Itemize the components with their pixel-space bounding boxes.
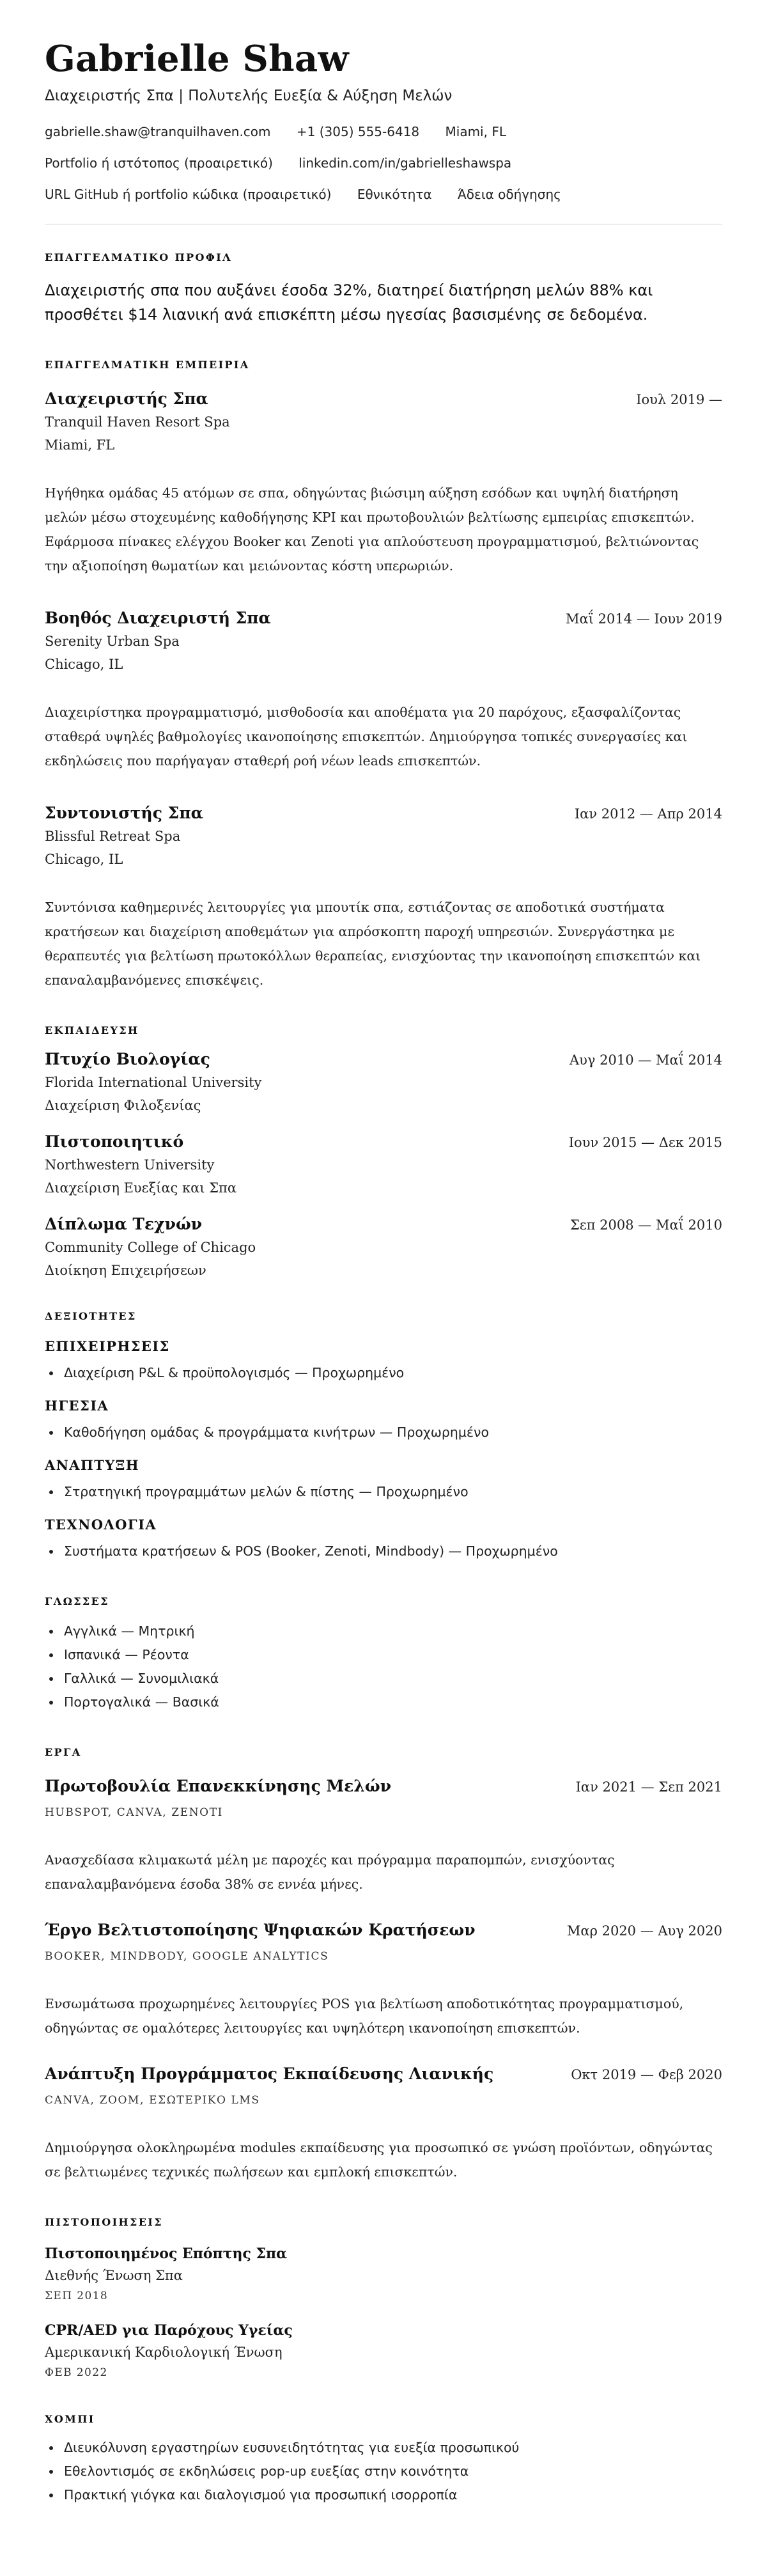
skills-section-title: ΔΕΞΙΟΤΗΤΕΣ bbox=[45, 1310, 137, 1322]
job-location: Chicago, IL bbox=[45, 852, 123, 867]
job-description: Διαχειρίστηκα προγραμματισμό, μισθοδοσία και αποθέματα για 20 παρόχους, εξασφαλίζοντας σταθερά υψηλές βαθμολογίες ικανοποίησης επισκεπτών. Δημιούργησα τοπικές συνεργασίες και εκδηλώσεις που παρήγαγαν σταθερή ροή νέων leads επισκεπτών. bbox=[45, 705, 688, 769]
degree-title: Πιστοποιητικό bbox=[45, 1132, 184, 1151]
project-name: Έργο Βελτιστοποίησης Ψηφιακών Κρατήσεων bbox=[45, 1921, 476, 1939]
hobby-item: • Εθελοντισμός σε εκδηλώσεις pop-up ευεξίας στην κοινότητα bbox=[61, 2460, 722, 2483]
job-company: Tranquil Haven Resort Spa bbox=[45, 414, 230, 430]
language-item: • Αγγλικά — Μητρική bbox=[61, 1620, 722, 1643]
profile-section-title: ΕΠΑΓΓΕΛΜΑΤΙΚΟ ΠΡΟΦΙΛ bbox=[45, 251, 232, 263]
project-entry bbox=[45, 2063, 722, 2184]
email-link[interactable]: gabrielle.shaw@tranquilhaven.com bbox=[45, 124, 271, 139]
job-location: Chicago, IL bbox=[45, 657, 123, 672]
linkedin-link[interactable]: linkedin.com/in/gabrielleshawspa bbox=[298, 155, 512, 171]
certification-entry bbox=[45, 2243, 722, 2306]
job-dates: Ιαν 2012 — Απρ 2014 bbox=[574, 806, 722, 822]
hobbies-section-title: ΧΟΜΠΙ bbox=[45, 2413, 95, 2425]
project-entry bbox=[45, 1776, 722, 1896]
github-link[interactable]: URL GitHub ή portfolio κώδικα (προαιρετικό) bbox=[45, 187, 332, 202]
projects-section-title: ΕΡΓΑ bbox=[45, 1746, 82, 1758]
certification-name: CPR/AED για Παρόχους Υγείας bbox=[45, 2322, 293, 2339]
location-text: Miami, FL bbox=[445, 124, 506, 139]
job-company: Serenity Urban Spa bbox=[45, 634, 180, 649]
experience-entry bbox=[45, 802, 722, 992]
contact-row-extra bbox=[45, 185, 722, 203]
languages-section-title: ΓΛΩΣΣΕΣ bbox=[45, 1595, 109, 1607]
skill-category: ΗΓΕΣΙΑ bbox=[45, 1398, 109, 1414]
experience-entry bbox=[45, 388, 722, 578]
language-item: • Γαλλικά — Συνομιλιακά bbox=[61, 1667, 722, 1690]
certification-date: ΦΕΒ 2022 bbox=[45, 2366, 108, 2379]
project-description: Ενσωμάτωσα προχωρημένες λειτουργίες POS για βελτίωση αποδοτικότητας προγραμματισμού, οδηγώντας σε ομαλότερες λειτουργίες και υψηλότερη ικανοποίηση επισκεπτών. bbox=[45, 1996, 684, 2036]
experience-entry bbox=[45, 607, 722, 773]
skill-item: • Καθοδήγηση ομάδας & προγράμματα κινήτρων — Προχωρημένο bbox=[61, 1421, 722, 1444]
language-item: • Ισπανικά — Ρέοντα bbox=[61, 1643, 722, 1667]
school-name: Florida International University bbox=[45, 1075, 262, 1090]
certification-entry bbox=[45, 2320, 722, 2382]
skill-group bbox=[45, 1396, 722, 1444]
nationality-text: Εθνικότητα bbox=[357, 187, 432, 202]
candidate-tagline: Διαχειριστής Σπα | Πολυτελής Ευεξία & Αύξηση Μελών bbox=[45, 88, 453, 104]
study-field: Διοίκηση Επιχειρήσεων bbox=[45, 1263, 206, 1278]
education-entry bbox=[45, 1049, 722, 1117]
certification-issuer: Διεθνής Ένωση Σπα bbox=[45, 2268, 183, 2283]
study-field: Διαχείριση Ευεξίας και Σπα bbox=[45, 1180, 237, 1196]
job-dates: Ιουλ 2019 — bbox=[636, 392, 722, 407]
job-title: Διαχειριστής Σπα bbox=[45, 389, 208, 408]
candidate-name: Gabrielle Shaw bbox=[45, 38, 349, 80]
language-item: • Πορτογαλικά — Βασικά bbox=[61, 1690, 722, 1714]
education-dates: Σεπ 2008 — Μαΐ 2010 bbox=[569, 1217, 722, 1233]
skill-group bbox=[45, 1515, 722, 1563]
study-field: Διαχείριση Φιλοξενίας bbox=[45, 1098, 201, 1113]
project-entry bbox=[45, 1919, 722, 2040]
skill-item: • Στρατηγική προγραμμάτων μελών & πίστης — Προχωρημένο bbox=[61, 1480, 722, 1504]
skill-group bbox=[45, 1337, 722, 1385]
experience-section-title: ΕΠΑΓΓΕΛΜΑΤΙΚΗ ΕΜΠΕΙΡΙΑ bbox=[45, 359, 250, 371]
job-title: Βοηθός Διαχειριστή Σπα bbox=[45, 609, 271, 627]
project-tools: HUBSPOT, CANVA, ZENOTI bbox=[45, 1806, 223, 1819]
languages-list bbox=[45, 1620, 722, 1714]
contact-row-links bbox=[45, 154, 722, 172]
degree-title: Δίπλωμα Τεχνών bbox=[45, 1215, 203, 1233]
project-name: Ανάπτυξη Προγράμματος Εκπαίδευσης Λιανικής bbox=[45, 2065, 494, 2083]
certification-date: ΣΕΠ 2018 bbox=[45, 2290, 109, 2302]
job-dates: Μαΐ 2014 — Ιουν 2019 bbox=[566, 611, 722, 627]
phone-number: +1 (305) 555-6418 bbox=[296, 124, 420, 139]
education-dates: Ιουν 2015 — Δεκ 2015 bbox=[568, 1135, 722, 1150]
certification-name: Πιστοποιημένος Επόπτης Σπα bbox=[45, 2245, 288, 2262]
portfolio-link[interactable]: Portfolio ή ιστότοπος (προαιρετικό) bbox=[45, 155, 273, 171]
job-location: Miami, FL bbox=[45, 437, 115, 453]
skill-item: • Διαχείριση P&L & προϋπολογισμός — Προχωρημένο bbox=[61, 1361, 722, 1385]
education-entry bbox=[45, 1214, 722, 1282]
skill-item: • Συστήματα κρατήσεων & POS (Booker, Zenoti, Mindbody) — Προχωρημένο bbox=[61, 1540, 722, 1563]
profile-summary: Διαχειριστής σπα που αυξάνει έσοδα 32%, διατηρεί διατήρηση μελών 88% και προσθέτει $14 λιανική ανά επισκέπτη μέσω ηγεσίας βασισμένης σε δεδομένα. bbox=[45, 281, 653, 324]
project-description: Ανασχεδίασα κλιμακωτά μέλη με παροχές και πρόγραμμα παραπομπών, ενισχύοντας επαναλαμβανόμενα έσοδα 38% σε εννέα μήνες. bbox=[45, 1852, 615, 1892]
skill-category: ΑΝΑΠΤΥΞΗ bbox=[45, 1457, 140, 1473]
education-entry bbox=[45, 1131, 722, 1199]
project-dates: Μαρ 2020 — Αυγ 2020 bbox=[566, 1923, 722, 1939]
school-name: Northwestern University bbox=[45, 1157, 215, 1173]
certifications-section-title: ΠΙΣΤΟΠΟΙΗΣΕΙΣ bbox=[45, 2216, 163, 2228]
hobbies-list bbox=[45, 2436, 722, 2507]
skill-group bbox=[45, 1456, 722, 1504]
contact-row-primary bbox=[45, 123, 722, 141]
job-description: Ηγήθηκα ομάδας 45 ατόμων σε σπα, οδηγώντας βιώσιμη αύξηση εσόδων και υψηλή διατήρηση μελών μέσω στοχευμένης καθοδήγησης KPI και πρωτοβουλιών βελτίωσης εμπειρίας επισκεπτών. Εφάρμοσα πίνακες ελέγχου Booker και Zenoti για απλούστευση προγραμματισμού, βελτιώνοντας την αξιοποίηση θωματίων και μειώνοντας κόστη υπερωριών. bbox=[45, 485, 699, 574]
license-text: Άδεια οδήγησης bbox=[457, 187, 561, 202]
job-description: Συντόνισα καθημερινές λειτουργίες για μπουτίκ σπα, εστιάζοντας σε αποδοτικά συστήματα κρατήσεων και διαχείριση αποθεμάτων για απρόσκοπτη παροχή υπηρεσιών. Συνεργάστηκα με θεραπευτές για βελτίωση πρωτοκόλλων θεραπείας, ενισχύοντας την ικανοποίηση επισκεπτών και επαναλαμβανόμενες επισκέψεις. bbox=[45, 900, 701, 988]
job-company: Blissful Retreat Spa bbox=[45, 829, 181, 844]
school-name: Community College of Chicago bbox=[45, 1240, 256, 1255]
project-tools: CANVA, ZOOM, ΕΣΩΤΕΡΙΚΟ LMS bbox=[45, 2094, 260, 2107]
job-title: Συντονιστής Σπα bbox=[45, 804, 203, 822]
education-section-title: ΕΚΠΑΙΔΕΥΣΗ bbox=[45, 1024, 139, 1036]
degree-title: Πτυχίο Βιολογίας bbox=[45, 1050, 210, 1068]
project-tools: BOOKER, MINDBODY, GOOGLE ANALYTICS bbox=[45, 1950, 329, 1963]
project-dates: Ιαν 2021 — Σεπ 2021 bbox=[575, 1779, 722, 1795]
hobby-item: • Διευκόλυνση εργαστηρίων ευσυνειδητότητας για ευεξία προσωπικού bbox=[61, 2436, 722, 2460]
certification-issuer: Αμερικανική Καρδιολογική Ένωση bbox=[45, 2345, 283, 2360]
project-name: Πρωτοβουλία Επανεκκίνησης Μελών bbox=[45, 1777, 392, 1795]
skill-category: ΕΠΙΧΕΙΡΗΣΕΙΣ bbox=[45, 1338, 170, 1354]
project-dates: Οκτ 2019 — Φεβ 2020 bbox=[571, 2067, 722, 2082]
project-description: Δημιούργησα ολοκληρωμένα modules εκπαίδευσης για προσωπικό σε γνώση προϊόντων, οδηγώντας σε βελτιωμένες τεχνικές πωλήσεων και εμπλοκή επισκεπτών. bbox=[45, 2140, 713, 2180]
skill-category: ΤΕΧΝΟΛΟΓΙΑ bbox=[45, 1517, 157, 1533]
hobby-item: • Πρακτική γιόγκα και διαλογισμού για προσωπική ισορροπία bbox=[61, 2483, 722, 2507]
education-dates: Αυγ 2010 — Μαΐ 2014 bbox=[569, 1052, 722, 1068]
